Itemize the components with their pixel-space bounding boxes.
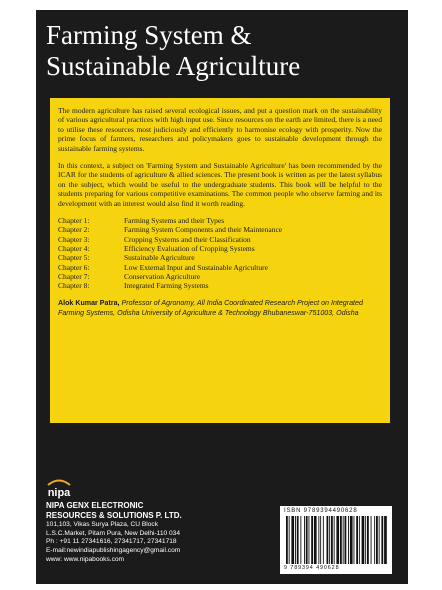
publisher-info [46, 501, 246, 565]
publisher-website: www: www.nipabooks.com [46, 555, 125, 563]
chapter-title: Farming Systems and their Types [124, 216, 225, 226]
chapter-number: Chapter 2: [58, 225, 90, 235]
barcode-bar [367, 516, 369, 564]
chapter-number: Chapter 7: [58, 271, 90, 281]
barcode-bar [340, 516, 342, 564]
barcode-bar [327, 516, 329, 564]
barcode-bar [331, 516, 333, 564]
author-affiliation: Professor of Agronomy, All India Coordinated Research Project on Integrated Farming Systems, Odisha University of Agriculture & Technology Bhubaneswar-751003, Odisha [58, 299, 363, 318]
publisher-name-line-2: RESOURCES & SOLUTIONS P. LTD. [46, 511, 182, 520]
barcode-bar [379, 516, 380, 564]
logo-text: nipa [47, 487, 71, 499]
isbn-label: ISBN 9789394490628 [284, 508, 358, 514]
barcode-bar [350, 516, 353, 564]
description-paragraph-2: In this context, a subject on 'Farming System and Sustainable Agriculture' has been recommended by the ICAR for the students of agriculture & allied sciences. The present book is written as per the latest syllabus on the subject, which would be useful to the undergraduate students. This book will be helpful to the students preparing for various competitive examinations. The common people who observe farming and its development with an interest would also find it worth reading. [58, 161, 382, 208]
chapter-item [58, 281, 382, 290]
chapter-number: Chapter 1: [58, 216, 90, 226]
chapter-item [58, 272, 382, 281]
chapter-item [58, 244, 382, 253]
barcode-bar [291, 516, 294, 564]
barcode-bar [297, 516, 299, 564]
chapter-number: Chapter 5: [58, 253, 90, 263]
chapter-title: Farming System Components and their Maintenance [124, 225, 283, 235]
barcode-bar [295, 516, 296, 564]
barcode-bar [359, 516, 360, 564]
chapter-title: Sustainable Agriculture [124, 253, 195, 263]
chapter-title: Low External Input and Sustainable Agriculture [124, 262, 268, 272]
barcode-bar [345, 516, 347, 564]
publisher-phone: Ph : +91 11 27341616, 27341717, 27341718 [46, 538, 177, 546]
description-paragraph-1: The modern agriculture has raised several ecological issues, and put a question mark on the sustainability of various agricultural practices with high input use. Since resources on the earth are limited, there is a need to utilise these resources most judiciously and efficiently to harmonise ecology with prosperity. Now the prime focus of farmers, researchers and policymakers goes to sustainable development through the sustainable farming systems. [58, 106, 382, 153]
chapter-item [58, 235, 382, 244]
barcode-bar [362, 516, 365, 564]
chapter-item [58, 263, 382, 272]
isbn-barcode [280, 506, 392, 574]
back-cover [36, 10, 408, 584]
barcode-bar [365, 516, 366, 564]
barcode-bar [323, 516, 324, 564]
publisher-name-line-1: NIPA GENX ELECTRONIC [46, 501, 144, 510]
barcode-bar [376, 516, 378, 564]
chapter-number: Chapter 8: [58, 281, 90, 291]
chapter-number: Chapter 3: [58, 234, 90, 244]
barcode-bar [318, 516, 319, 564]
barcode-bar [309, 516, 310, 564]
publisher-address-1: 101,103, Vikas Surya Plaza, CU Block [46, 521, 159, 528]
barcode-bar [371, 516, 372, 564]
barcode-bar [314, 516, 317, 564]
barcode-bar [356, 516, 358, 564]
chapter-title: Efficiency Evaluation of Cropping Systems [124, 243, 255, 253]
barcode-digits: 9 789394 490628 [284, 565, 340, 571]
book-title [46, 20, 398, 82]
publisher-address-2: L.S.C.Market, Pitam Pura, New Delhi-110 034 [46, 529, 181, 537]
barcode-bar [304, 516, 305, 564]
barcode-bar [334, 516, 335, 564]
barcode-bar [374, 516, 375, 564]
author-name: Alok Kumar Patra, [58, 299, 120, 308]
logo-arc [48, 481, 70, 486]
title-line-2: Sustainable Agriculture [46, 51, 301, 81]
chapter-item [58, 253, 382, 262]
barcode-bar [320, 516, 321, 564]
nipa-logo [44, 476, 74, 500]
barcode-bars [284, 516, 388, 564]
barcode-bar [384, 516, 387, 564]
publisher-email: E-mail:newindiapublishingagency@gmail.com [46, 547, 181, 555]
barcode-bar [348, 516, 349, 564]
chapter-item [58, 216, 382, 225]
chapter-number: Chapter 6: [58, 262, 90, 272]
barcode-bar [354, 516, 355, 564]
barcode-bar [329, 516, 330, 564]
barcode-bar [306, 516, 308, 564]
barcode-bar [381, 516, 383, 564]
barcode-bar [343, 516, 344, 564]
chapter-list [58, 216, 382, 290]
barcode-bar [286, 516, 288, 564]
chapter-title: Conservation Agriculture [124, 271, 201, 281]
chapter-item [58, 225, 382, 234]
barcode-bar [289, 516, 290, 564]
barcode-bar [300, 516, 301, 564]
description-panel [50, 98, 390, 423]
chapter-title: Integrated Farming Systems [124, 281, 209, 291]
author-credit [58, 299, 382, 318]
barcode-bar [336, 516, 339, 564]
chapter-title: Cropping Systems and their Classification [124, 234, 251, 244]
barcode-bar [311, 516, 313, 564]
chapter-number: Chapter 4: [58, 243, 90, 253]
title-line-1: Farming System & [46, 20, 252, 50]
